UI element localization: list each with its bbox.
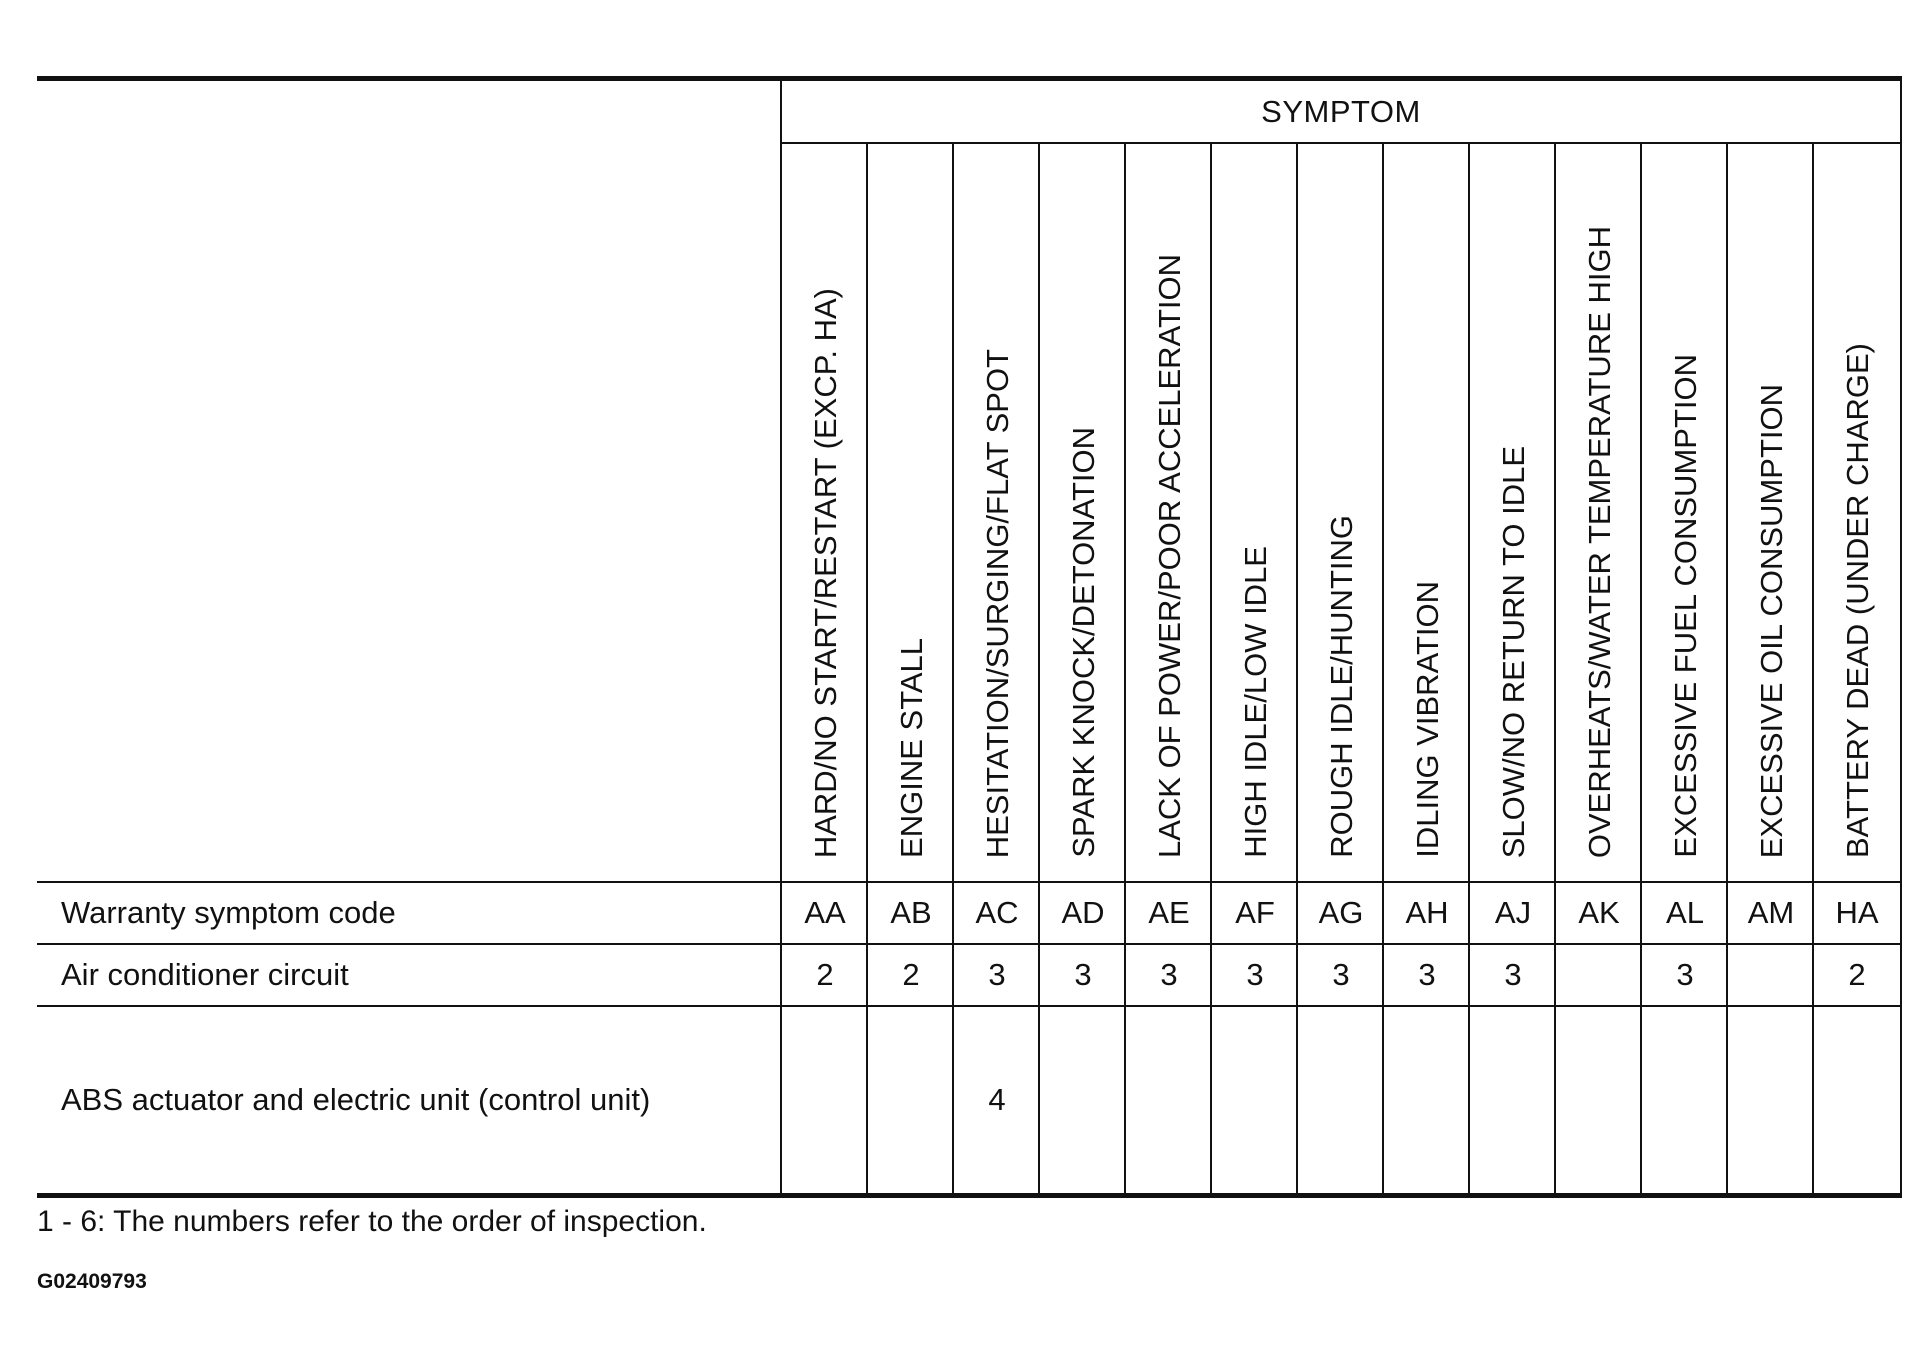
symptom-header-cell (1126, 143, 1212, 882)
symptom-header-cell (1556, 143, 1642, 882)
ac-order-cell: 3 (1676, 957, 1694, 992)
symptom-header-cell (1642, 143, 1728, 882)
symptom-header-label: BATTERY DEAD (UNDER CHARGE) (1839, 342, 1875, 858)
symptom-header-label: OVERHEATS/WATER TEMPERATURE HIGH (1581, 225, 1617, 858)
abs-order-cell (1642, 1007, 1728, 1193)
row-label-warranty-code: Warranty symptom code (61, 895, 396, 930)
code-cell: AC (975, 895, 1019, 930)
symptom-header-label: HIGH IDLE/LOW IDLE (1237, 546, 1273, 858)
abs-order-cell (1470, 1007, 1556, 1193)
symptom-header-cell (1040, 143, 1126, 882)
symptom-header-cell (868, 143, 954, 882)
code-cell: AH (1405, 895, 1449, 930)
symptom-header-label: HESITATION/SURGING/FLAT SPOT (979, 348, 1015, 858)
code-cell: AA (804, 895, 846, 930)
ac-order-cell: 3 (1246, 957, 1264, 992)
symptom-header-label: EXCESSIVE FUEL CONSUMPTION (1667, 354, 1703, 858)
symptom-header-cell (1728, 143, 1814, 882)
abs-order-cell: 4 (988, 1082, 1006, 1117)
abs-order-cell (1126, 1007, 1212, 1193)
symptom-header-cell (1814, 143, 1900, 882)
table-right-border (1900, 81, 1902, 1193)
ac-order-cell: 3 (1418, 957, 1436, 992)
symptom-header-label: ENGINE STALL (893, 638, 929, 858)
abs-order-cell (1728, 1007, 1814, 1193)
code-cell: AL (1666, 895, 1704, 930)
symptom-header-cell (1212, 143, 1298, 882)
ac-order-cell: 2 (1848, 957, 1866, 992)
abs-order-cell (1040, 1007, 1126, 1193)
symptom-header-label: LACK OF POWER/POOR ACCELERATION (1151, 253, 1187, 858)
symptom-header-label: IDLING VIBRATION (1409, 581, 1445, 858)
code-cell: AE (1148, 895, 1190, 930)
symptom-header-label: ROUGH IDLE/HUNTING (1323, 515, 1359, 858)
ac-order-cell: 3 (1074, 957, 1092, 992)
code-cell: AG (1318, 895, 1364, 930)
ac-order-cell: 3 (1332, 957, 1350, 992)
row-label-abs-actuator: ABS actuator and electric unit (control unit) (61, 1082, 651, 1117)
code-cell: HA (1835, 895, 1879, 930)
symptom-header-label: HARD/NO START/RESTART (EXCP. HA) (807, 287, 843, 858)
code-cell: AF (1235, 895, 1275, 930)
symptom-header-label: SPARK KNOCK/DETONATION (1065, 427, 1101, 858)
code-cell: AD (1061, 895, 1105, 930)
inspection-order-note: 1 - 6: The numbers refer to the order of inspection. (37, 1205, 707, 1238)
abs-order-cell (868, 1007, 954, 1193)
abs-order-cell (1814, 1007, 1900, 1193)
abs-order-cell (1298, 1007, 1384, 1193)
ac-order-cell: 3 (988, 957, 1006, 992)
ac-order-cell: 2 (816, 957, 834, 992)
symptom-header-label: SLOW/NO RETURN TO IDLE (1495, 445, 1531, 858)
abs-order-cell (1212, 1007, 1298, 1193)
table-bottom-rule (37, 1193, 1902, 1198)
symptom-header-cell (954, 143, 1040, 882)
abs-order-cell (782, 1007, 868, 1193)
code-cell: AK (1578, 895, 1620, 930)
ac-order-cell: 3 (1160, 957, 1178, 992)
symptom-header-cell (782, 143, 868, 882)
symptom-matrix-table (37, 76, 1902, 1196)
ac-order-cell: 3 (1504, 957, 1522, 992)
code-cell: AB (890, 895, 932, 930)
symptom-header-cell (1298, 143, 1384, 882)
code-cell: AJ (1494, 895, 1532, 930)
symptom-header-cell (1470, 143, 1556, 882)
abs-order-cell (1384, 1007, 1470, 1193)
table-top-rule (37, 76, 1902, 81)
code-cell: AM (1747, 895, 1795, 930)
ac-order-cell (1556, 945, 1642, 1005)
figure-id: G02409793 (37, 1270, 147, 1293)
abs-order-cell (1556, 1007, 1642, 1193)
ac-order-cell (1728, 945, 1814, 1005)
symptom-header-label: EXCESSIVE OIL CONSUMPTION (1753, 383, 1789, 858)
row-label-air-conditioner: Air conditioner circuit (61, 957, 349, 992)
ac-order-cell: 2 (902, 957, 920, 992)
symptom-group-header: SYMPTOM (1261, 94, 1421, 129)
symptom-header-cell (1384, 143, 1470, 882)
